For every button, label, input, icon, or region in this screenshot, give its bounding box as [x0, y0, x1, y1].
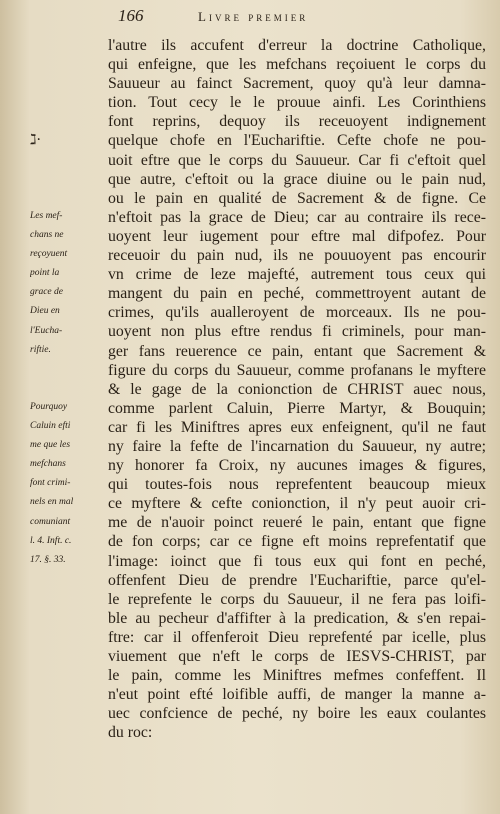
margin-note-line: Pourquoy — [30, 402, 68, 412]
text-line: figure du corps du Sauueur, comme profanans le myftere — [108, 361, 486, 379]
text-line: ce myftere & cefte conionction, il n'y peut auoir cri- — [108, 495, 486, 513]
margin-note-line: me que les — [30, 440, 71, 451]
text-line: le reprefente le corps du Sauueur, il ne fera pas loifi- — [108, 590, 486, 608]
margin-note-line: Les mef- — [30, 211, 63, 221]
text-line: & le gage de la conionction de CHRIST auec nous, — [108, 380, 486, 398]
text-line: du roc: — [108, 724, 153, 742]
text-line: l'autre ils accufent d'erreur la doctrine Catholique, — [108, 37, 486, 54]
text-line: offenfent Dieu de prendre l'Euchariftie, parce qu'el- — [108, 571, 486, 589]
text-line: n'eftoit pas la grace de Dieu; car au contraire ils rece- — [108, 208, 486, 226]
text-line: uoyent leur iugement pour eftre mal difpofez. Pour — [108, 227, 486, 245]
text-line: comme parlent Caluin, Pierre Martyr, & Bouquin; — [108, 399, 486, 417]
text-line: l'image: ioinct que fi tous eux qui font en peché, — [108, 552, 486, 570]
text-line: uoyent non plus eftre rendus fi criminels, pour man- — [108, 323, 486, 341]
margin-note-line: font crimi- — [30, 478, 71, 489]
page-number: 166 — [118, 6, 144, 25]
page-header — [118, 6, 483, 30]
text-line: tion. Tout cecy le le prouue ainfi. Les Corinthiens — [108, 94, 486, 112]
margin-note-line: nels en mal — [30, 497, 74, 508]
text-line: ger fans reuerence ce pain, entant que Sacrement & — [108, 342, 486, 360]
text-line: de fon corps; car ce figne eft moins reprefentatif que — [108, 533, 486, 551]
margin-note-line: mefchans — [30, 459, 66, 470]
text-line: n'eut point efté loifible auffi, de manger la manne a- — [108, 686, 486, 704]
text-line: le pain, comme les Miniftres mefmes confeffent. Il — [108, 667, 486, 685]
margin-note-line: riftie. — [30, 344, 51, 355]
text-line: mangent du pain en peché, commettroyent autant de — [108, 285, 486, 303]
margin-note-line: Dieu en — [30, 306, 60, 317]
text-line: ftre: car il offenferoit Dieu reprefenté par icelle, plus — [108, 628, 486, 646]
margin-note-wicked — [30, 207, 110, 360]
text-line: qui enfeigne, que les mefchans reçoiuent le corps du — [108, 56, 486, 74]
text-line: crimes, qu'ils aualleroyent de morceaux. Ils ne pou- — [108, 304, 486, 322]
text-line: vn crime de leze majefté, autrement tous ceux qui — [108, 266, 486, 284]
marginal-mark: ℷ· — [30, 132, 41, 148]
text-line: ou le pain en qualité de Sacrement & de figne. Ce — [108, 189, 486, 207]
margin-note-line: point la — [30, 268, 60, 279]
text-line: me de n'auoir poinct reueré le pain, entant que figne — [108, 514, 486, 532]
running-head: Livre premier — [198, 9, 309, 24]
text-line: que autre, c'eftoit ou la grace diuine ou le pain nud, — [108, 170, 486, 188]
text-line: receuoir du pain nud, ils ne pouuoyent pas encourir — [108, 247, 486, 265]
text-line: car fi les Miniftres apres eux enfeignent, qu'il ne faut — [108, 418, 486, 436]
text-line: ble au pecheur d'affifter à la predication, & s'en repai- — [108, 609, 486, 627]
margin-note-line: 17. §. 33. — [30, 554, 66, 565]
margin-note-line: reçoyuent — [30, 249, 68, 260]
margin-note-line: grace de — [30, 287, 63, 298]
margin-note-line: Caluin efti — [30, 421, 71, 432]
margin-note-line: chans ne — [30, 230, 64, 241]
text-line: viuement que n'eft le corps de IESVS-CHRIST, par — [108, 648, 486, 665]
text-line: ny faire la fefte de l'incarnation du Sauueur, ny autre; — [108, 437, 486, 455]
margin-note-line: l. 4. Inft. c. — [30, 535, 72, 546]
margin-note-line: l'Eucha- — [30, 325, 63, 336]
text-line: ny honorer fa Croix, ny aucunes images & figures, — [108, 457, 486, 475]
text-line: uec confcience de peché, ny boire les eaux coulantes — [108, 705, 486, 723]
text-line: uoit eftre que le corps du Sauueur. Car fi c'eftoit quel — [108, 151, 486, 169]
margin-note-calvin — [30, 398, 110, 570]
text-line: quelque chofe en l'Euchariftie. Cefte chofe ne pou- — [108, 132, 486, 150]
margin-note-line: comuniant — [30, 516, 71, 527]
main-text — [108, 36, 486, 742]
text-line: font reprins, dequoy ils receuoyent indignement — [108, 113, 486, 131]
text-line: Sauueur au fainct Sacrement, quoy qu'à leur damna- — [108, 75, 486, 93]
text-line: qui toutes-fois nous reprefentent beaucoup mieux — [108, 476, 486, 494]
